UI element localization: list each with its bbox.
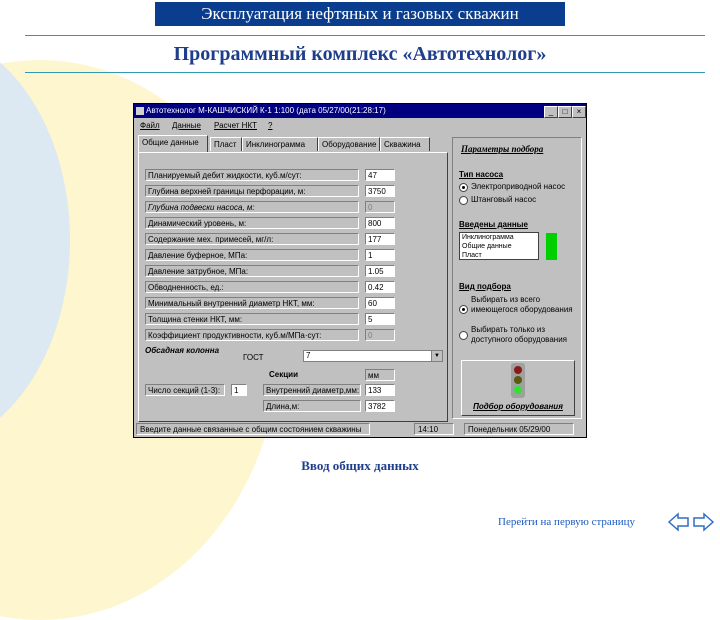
field-label: Минимальный внутренний диаметр НКТ, мм: xyxy=(145,297,359,309)
field-input[interactable]: 3750 xyxy=(365,185,395,197)
field-label: Число секций (1-3): xyxy=(145,384,225,396)
selection-panel xyxy=(452,137,582,419)
field-label: Давление буферное, МПа: xyxy=(145,249,359,261)
pump-electric-radio[interactable] xyxy=(459,183,468,192)
field-label: Глубина подвески насоса, м: xyxy=(145,201,359,213)
gost-label: ГОСТ xyxy=(243,353,264,362)
pump-type-title: Тип насоса xyxy=(459,170,504,179)
minimize-button[interactable]: _ xyxy=(544,106,558,118)
chevron-down-icon[interactable]: ▼ xyxy=(431,351,442,361)
field-label: Длина,м: xyxy=(263,400,361,412)
app-icon xyxy=(136,107,144,115)
menu-data[interactable]: Данные xyxy=(172,121,201,130)
tab-equipment[interactable]: Оборудование xyxy=(318,137,380,151)
gost-select-value: 7 xyxy=(306,351,311,360)
mode-available-radio[interactable] xyxy=(459,331,468,340)
status-indicator xyxy=(546,233,557,260)
radio-label: Выбирать только из xyxy=(471,325,545,334)
radio-label: Электроприводной насос xyxy=(471,182,566,191)
status-hint: Введите данные связанные с общим состоянием скважины xyxy=(136,423,370,435)
radio-label: имеющегося оборудования xyxy=(471,305,573,314)
select-equipment-label: Подбор оборудования xyxy=(473,402,563,411)
menu-calc[interactable]: Расчет НКТ xyxy=(214,121,257,130)
page-title: Программный комплекс «Автотехнолог» xyxy=(173,43,547,65)
radio-label: доступного оборудования xyxy=(471,335,568,344)
figure-caption: Ввод общих данных xyxy=(301,458,419,473)
tab-inclinogram[interactable]: Инклинограмма xyxy=(242,137,318,151)
general-data-panel xyxy=(138,152,448,422)
tab-general[interactable]: Общие данные xyxy=(138,135,208,152)
traffic-light-icon xyxy=(508,363,528,399)
field-input[interactable]: 60 xyxy=(365,297,395,309)
window-title: Автотехнолог М-КАШЧИСКИЙ К-1 1:100 (дата 05/27/00(21:28:17) xyxy=(146,106,386,115)
section-count-input[interactable]: 1 xyxy=(231,384,247,396)
selection-mode-title: Вид подбора xyxy=(459,282,511,291)
field-label: Планируемый дебит жидкости, куб.м/сут: xyxy=(145,169,359,181)
field-input[interactable]: 1.05 xyxy=(365,265,395,277)
goto-first-page-link[interactable]: Перейти на первую страницу xyxy=(498,516,635,528)
radio-label: Штанговый насос xyxy=(471,195,537,204)
window-titlebar xyxy=(134,104,586,118)
field-label: Содержание мех. примесей, мг/л: xyxy=(145,233,359,245)
field-input[interactable]: 1 xyxy=(365,249,395,261)
pump-rod-radio[interactable] xyxy=(459,196,468,205)
radio-label: Выбирать из всего xyxy=(471,295,541,304)
field-input[interactable]: 0 xyxy=(365,201,395,213)
list-item[interactable]: Пласт xyxy=(462,252,482,259)
list-item[interactable]: Общие данные xyxy=(462,243,512,250)
field-label: Динамический уровень, м: xyxy=(145,217,359,229)
menu-file[interactable]: Файл xyxy=(140,121,160,130)
field-input[interactable]: 5 xyxy=(365,313,395,325)
status-date: Понедельник 05/29/00 xyxy=(464,423,574,435)
field-label: Внутренний диаметр,мм: xyxy=(263,384,361,396)
field-label: Обводненность, ед.: xyxy=(145,281,359,293)
selection-title: Параметры подбора xyxy=(461,144,544,154)
inner-diameter-input[interactable]: 133 xyxy=(365,384,395,396)
select-equipment-button[interactable] xyxy=(461,360,575,416)
sections-header: Секции xyxy=(269,370,298,379)
field-label: Давление затрубное, МПа: xyxy=(145,265,359,277)
divider xyxy=(25,35,705,36)
menu-bar xyxy=(134,119,586,132)
menu-help[interactable]: ? xyxy=(268,121,273,130)
field-input[interactable]: 0 xyxy=(365,329,395,341)
app-window xyxy=(133,103,587,438)
divider xyxy=(25,72,705,73)
field-label: Коэффициент продуктивности, куб.м/МПа·сут: xyxy=(145,329,359,341)
tab-well[interactable]: Скважина xyxy=(380,137,430,151)
length-input[interactable]: 3782 xyxy=(365,400,395,412)
maximize-button[interactable]: □ xyxy=(558,106,572,118)
arrow-left-icon[interactable] xyxy=(668,512,690,532)
sections-unit: мм xyxy=(365,369,395,381)
entered-data-title: Введены данные xyxy=(459,220,528,229)
close-button[interactable]: × xyxy=(572,106,586,118)
field-label: Глубина верхней границы перфорации, м: xyxy=(145,185,359,197)
section-title: Обсадная колонна xyxy=(145,346,220,355)
arrow-right-icon[interactable] xyxy=(692,512,714,532)
mode-all-radio[interactable] xyxy=(459,305,468,314)
field-input[interactable]: 0.42 xyxy=(365,281,395,293)
field-input[interactable]: 177 xyxy=(365,233,395,245)
status-time: 14:10 xyxy=(414,423,454,435)
entered-data-list[interactable] xyxy=(459,232,539,260)
status-bar xyxy=(134,422,586,436)
tab-layer[interactable]: Пласт xyxy=(210,137,242,151)
field-input[interactable]: 800 xyxy=(365,217,395,229)
slide-header: Эксплуатация нефтяных и газовых скважин xyxy=(155,2,565,26)
gost-select[interactable] xyxy=(303,350,443,362)
field-input[interactable]: 47 xyxy=(365,169,395,181)
list-item[interactable]: Инклинограмма xyxy=(462,234,514,241)
field-label: Толщина стенки НКТ, мм: xyxy=(145,313,359,325)
